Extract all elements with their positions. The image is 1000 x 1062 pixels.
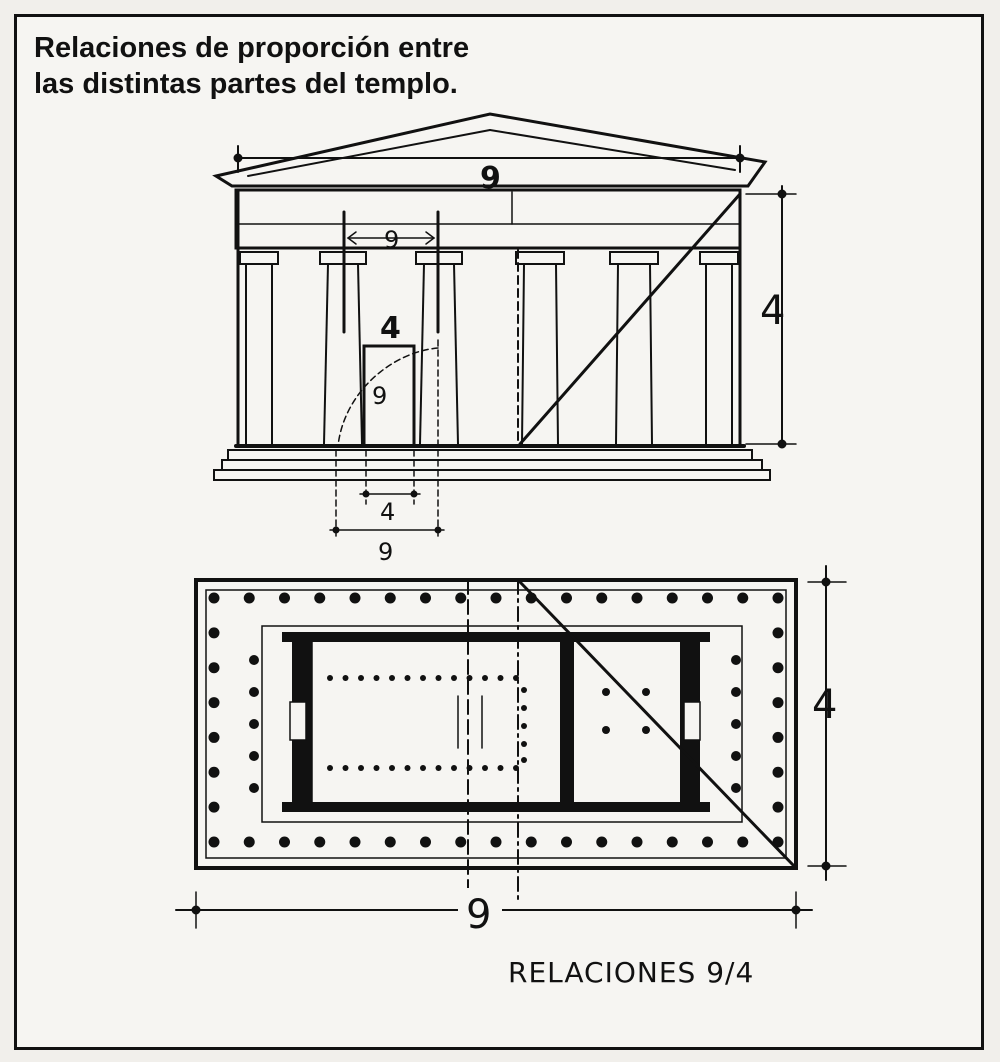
peristyle-column-dot <box>209 593 220 604</box>
peristyle-column-dot <box>420 837 431 848</box>
interior-column-dot <box>521 757 527 763</box>
plan-caption: RELACIONES 9/4 <box>508 956 755 989</box>
peristyle-column-dot <box>632 837 643 848</box>
peristyle-column-dot <box>209 732 220 743</box>
inner-row-column-dot <box>731 719 741 729</box>
base-dim-small-right-dot <box>411 491 417 497</box>
plan-length-right-dot <box>792 906 800 914</box>
base-dim-small-left-dot <box>363 491 369 497</box>
peristyle-column-dot <box>632 593 643 604</box>
plan-interior-columns <box>327 675 650 771</box>
temple-elevation <box>214 114 796 566</box>
step-lower <box>214 470 770 480</box>
plan-length-left-dot <box>192 906 200 914</box>
opisthodomos-column-dot <box>642 688 650 696</box>
interior-column-dot <box>405 675 411 681</box>
interior-column-dot <box>389 765 395 771</box>
temple-plan <box>176 566 846 989</box>
plan-inner-outline <box>262 626 742 822</box>
plan-width-bottom-dot <box>822 862 830 870</box>
interior-column-dot <box>521 705 527 711</box>
peristyle-column-dot <box>244 837 255 848</box>
inner-row-column-dot <box>731 751 741 761</box>
peristyle-column-dot <box>350 837 361 848</box>
peristyle-column-dot <box>773 627 784 638</box>
peristyle-column-dot <box>314 593 325 604</box>
peristyle-column-dot <box>596 837 607 848</box>
peristyle-column-dot <box>773 802 784 813</box>
plan-length-label: 9 <box>466 892 492 938</box>
peristyle-column-dot <box>314 837 325 848</box>
interior-column-dot <box>405 765 411 771</box>
peristyle-column-dot <box>702 837 713 848</box>
column-6 <box>700 252 738 444</box>
peristyle-column-dot <box>420 593 431 604</box>
step-upper <box>228 450 752 460</box>
column-4 <box>516 252 564 444</box>
interior-column-dot <box>451 675 457 681</box>
peristyle-column-dot <box>773 662 784 673</box>
pediment-label: 9 <box>480 161 501 196</box>
title-line-1: Relaciones de proporción entre <box>34 32 470 64</box>
opisthodomos-column-dot <box>602 726 610 734</box>
base-small-label: 4 <box>380 498 396 526</box>
inner-row-column-dot <box>731 687 741 697</box>
peristyle-column-dot <box>773 593 784 604</box>
interior-column-dot <box>343 675 349 681</box>
peristyle-column-dot <box>491 593 502 604</box>
inner-row-column-dot <box>249 655 259 665</box>
door-height-label: 9 <box>372 382 388 410</box>
interior-column-dot <box>327 765 333 771</box>
column-5 <box>610 252 658 444</box>
peristyle-column-dot <box>209 767 220 778</box>
interior-column-dot <box>436 675 442 681</box>
base-dim-large-left-dot <box>333 527 339 533</box>
inner-row-column-dot <box>249 751 259 761</box>
peristyle-column-dot <box>385 837 396 848</box>
interior-column-dot <box>521 723 527 729</box>
plan-width-label: 4 <box>812 682 838 728</box>
door-width-label: 4 <box>380 311 401 346</box>
interior-column-dot <box>389 675 395 681</box>
peristyle-column-dot <box>737 593 748 604</box>
peristyle-column-dot <box>561 837 572 848</box>
peristyle-column-dot <box>491 837 502 848</box>
intercolumn-label: 9 <box>384 226 400 254</box>
peristyle-column-dot <box>737 837 748 848</box>
opisthodomos-column-dot <box>642 726 650 734</box>
inner-row-column-dot <box>249 783 259 793</box>
cella-left-door <box>290 702 306 740</box>
height-dim-bottom-dot <box>778 440 786 448</box>
step-middle <box>222 460 762 470</box>
peristyle-column-dot <box>455 837 466 848</box>
cella-bottom-wall <box>282 802 710 812</box>
cella-right-door <box>684 702 700 740</box>
interior-column-dot <box>327 675 333 681</box>
height-label: 4 <box>760 288 786 334</box>
peristyle-column-dot <box>279 593 290 604</box>
peristyle-column-dot <box>209 662 220 673</box>
peristyle-column-dot <box>596 593 607 604</box>
peristyle-column-dot <box>209 802 220 813</box>
peristyle-column-dot <box>209 697 220 708</box>
interior-column-dot <box>498 765 504 771</box>
plan-width-top-dot <box>822 578 830 586</box>
entablature <box>236 190 740 248</box>
interior-column-dot <box>482 675 488 681</box>
interior-column-dot <box>498 675 504 681</box>
pediment-inner-line <box>248 130 490 176</box>
base-dim-large-right-dot <box>435 527 441 533</box>
height-dim-top-dot <box>778 190 786 198</box>
inner-row-column-dot <box>249 687 259 697</box>
peristyle-column-dot <box>773 732 784 743</box>
interior-column-dot <box>420 675 426 681</box>
peristyle-column-dot <box>385 593 396 604</box>
interior-column-dot <box>358 765 364 771</box>
column-1 <box>240 252 278 444</box>
interior-column-dot <box>482 765 488 771</box>
peristyle-column-dot <box>209 837 220 848</box>
peristyle-column-dot <box>350 593 361 604</box>
peristyle-column-dot <box>773 697 784 708</box>
plan-outer-outline <box>196 580 796 868</box>
interior-column-dot <box>374 675 380 681</box>
peristyle-column-dot <box>455 593 466 604</box>
peristyle-column-dot <box>526 837 537 848</box>
interior-column-dot <box>521 741 527 747</box>
cella-partition-wall <box>560 632 574 812</box>
inner-row-column-dot <box>249 719 259 729</box>
interior-column-dot <box>436 765 442 771</box>
cella-top-wall <box>282 632 710 642</box>
opisthodomos-column-dot <box>602 688 610 696</box>
interior-column-dot <box>343 765 349 771</box>
peristyle-column-dot <box>702 593 713 604</box>
door-swing-arc <box>338 348 438 446</box>
interior-column-dot <box>358 675 364 681</box>
peristyle-column-dot <box>244 593 255 604</box>
interior-column-dot <box>420 765 426 771</box>
plan-cella <box>282 632 710 812</box>
peristyle-column-dot <box>279 837 290 848</box>
inner-row-column-dot <box>731 655 741 665</box>
peristyle-column-dot <box>773 767 784 778</box>
base-large-label: 9 <box>378 538 394 566</box>
peristyle-column-dot <box>667 837 678 848</box>
title-line-2: las distintas partes del templo. <box>34 68 458 100</box>
interior-column-dot <box>451 765 457 771</box>
peristyle-column-dot <box>667 593 678 604</box>
peristyle-column-dot <box>209 627 220 638</box>
interior-column-dot <box>374 765 380 771</box>
interior-column-dot <box>521 687 527 693</box>
peristyle-column-dot <box>561 593 572 604</box>
inner-row-column-dot <box>731 783 741 793</box>
